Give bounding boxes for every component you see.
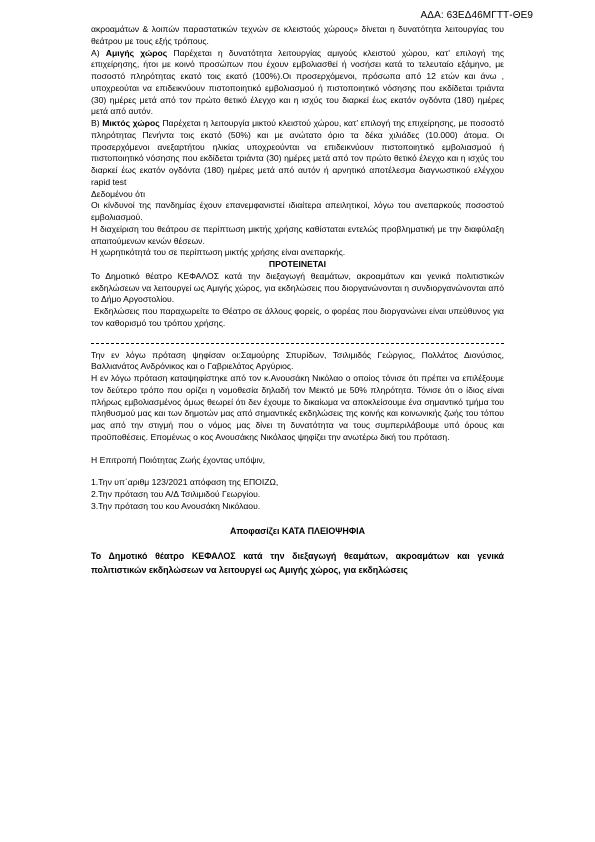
document-body <box>91 24 504 577</box>
list-item: 1.Την υπ΄αριθμ 123/2021 απόφαση της ΕΠΟΙΖΩ, <box>91 477 279 488</box>
option-b-title: Μικτός χώρος <box>102 118 160 128</box>
option-a-prefix: Α) <box>91 47 106 58</box>
paragraph-committee: Η Επιτροπή Ποιότητας Ζωής έχοντας υπόψιν, <box>91 454 266 465</box>
heading-proteinetai: ΠΡΟΤΕΙΝΕΤΑΙ <box>268 259 327 269</box>
paragraph-given-that: Δεδομένου ότι <box>91 188 146 199</box>
paragraph-intro: ακροαμάτων & λοιπών παραστατικών τεχνών σε κλειστούς χώρους» δίνεται η δυνατότητα λειτουργίας του θεάτρου με τους εξής τρόπους. <box>91 24 504 46</box>
dashed-divider <box>91 343 504 344</box>
paragraph-decision-text: Το Δημοτικό θέατρο ΚΕΦΑΛΟΣ κατά την διεξαγωγή θεαμάτων, ακροαμάτων και γενικά πολιτιστικών εκδηλώσεων να λειτουργεί ως Αμιγής χώρος, για εκδηλώσεις <box>91 550 504 575</box>
paragraph-vote-against: Η εν λόγω πρόταση καταψηφίστηκε από τον κ.Ανουσάκη Νικόλαο ο οποίος τόνισε ότι πρέπει να επιλέξουμε τον δεύτερο τρόπο που ορίζει η νομοθεσία δηλαδή τον Μεικτό με 50% πληρότητα. Τόνισε ότι ο ίδιος είναι πλήρως εμβολιασμένος όμως θεωρεί ότι δεν έχουμε το δικαίωμα να αποκλείσουμε ένα σημαντικό τμήμα του πληθυσμού μας και των δημοτών μας από σημαντικές εκδηλώσεις της κοινής και κοινωνικής ζωής του τόπου μας από την στιγμή που ο νόμος μας δίνει τη δυνατότητα να τους συμπεριλάβουμε υπό όρους και προϋποθέσεις. Επομένως ο κος Ανουσάκης Νικόλαος ψηφίζει την ανωτέρω δική του πρόταση. <box>91 373 504 442</box>
option-a-title: Αμιγής χώρος <box>105 47 168 58</box>
paragraph-management: Η διαχείριση του θεάτρου σε περίπτωση μικτής χρήσης καθίσταται εντελώς προβληματική με την διαφύλαξη απαιτούμενων κενών θέσεων. <box>91 223 504 246</box>
heading-decision: Αποφασίζει ΚΑΤΑ ΠΛΕΙΟΨΗΦΙΑ <box>229 525 366 536</box>
paragraph-other-bodies: Εκδηλώσεις που παραχωρείτε το Θέατρο σε άλλους φορείς, ο φορέας που διοργανώνει είναι υπεύθυνος για τον καθορισμό του τρόπου χρήσης. <box>91 306 504 328</box>
option-b-text: Παρέχεται η λειτουργία μικτού κλειστού χώρου, κατ’ επιλογή της επιχείρησης, με ποσοστό πληρότητας Πενήντα τοις εκατό (50%) και με ανώτατο όριο τα δέκα χιλιάδες (10.000) άτομα. Οι προσερχόμενοι ανεξαρτήτου ηλικίας υποχρεούνται να επιδεικνύουν πιστοποιητικό εμβολιασμού ή πιστοποιητικό νόσησης που εκδίδεται τριάντα (30) ημέρες μετά από τον πρώτο θετικό έλεγχο και η ισχύς του διαρκεί έως εκατόν ογδόντα (180) ημέρες μετά από αυτόν ή αρνητικό αποτέλεσμα διαγνωστικού ελέγχου rapid test <box>91 118 505 187</box>
paragraph-option-a <box>91 48 504 119</box>
paragraph-votes-for: Την εν λόγω πρόταση ψηφίσαν οι:Σαμούρης Σπυρίδων, Τσιλιμιδός Γεώργιος, Πολλάτος Διονύσιος, Βαλλιανάτος Ανδρόνικος και ο Γαβριελάτος Αργύριος. <box>91 349 504 372</box>
list-item: 2.Την πρόταση του Α/Δ Τσιλιμιδού Γεωργίου. <box>91 489 261 499</box>
list-item: 3.Την πρόταση του κου Ανουσάκη Νικόλαου. <box>91 500 261 511</box>
paragraph-capacity: Η χωρητικότητά του σε περίπτωση μικτής χρήσης είναι ανεπαρκής. <box>91 247 346 258</box>
option-a-text: Παρέχεται η δυνατότητα λειτουργίας αμιγούς κλειστού χώρου, κατ’ επιλογή της επιχείρησης, ήτοι με κοινό προσώπων που έχουν εμβολιασθεί ή νοσήσει κατά το τελευταίο εξάμηνο, με ποσοστό πληρότητας εκατό τοις εκατό (100%).Οι προσερχόμενοι, πρόσωπα από 12 ετών και άνω , υποχρεούται να επιδεικνύουν πιστοποιητικό εμβολιασμού ή πιστοποιητικό νόσησης που εκδίδεται τριάντα (30) ημέρες μετά από τον πρώτο θετικό έλεγχο και η ισχύς του διαρκεί έως εκατόν ογδόντα (180) ημέρες μετά από αυτόν. <box>91 47 504 117</box>
option-b-prefix: Β) <box>91 118 103 128</box>
paragraph-option-b <box>91 118 504 189</box>
document-ada-code: ΑΔΑ: 63ΕΔ46ΜΓΤΤ-ΘΕ9 <box>420 10 533 21</box>
paragraph-proposal: Το Δημοτικό θέατρο ΚΕΦΑΛΟΣ κατά την διεξαγωγή θεαμάτων, ακροαμάτων και γενικά πολιτιστικών εκδηλώσεων να λειτουργεί ως Αμιγής χώρος, για εκδηλώσεις που διοργανώνονται η συνδιοργανώνονται από το Δήμο Αργοστολίου. <box>91 270 504 305</box>
paragraph-pandemic-risk: Οι κίνδυνοί της πανδημίας έχουν επανεμφανιστεί ιδιαίτερα απειλητικοί, λόγω του ανεπαρκούς ποσοστού εμβολιασμού. <box>91 200 504 222</box>
